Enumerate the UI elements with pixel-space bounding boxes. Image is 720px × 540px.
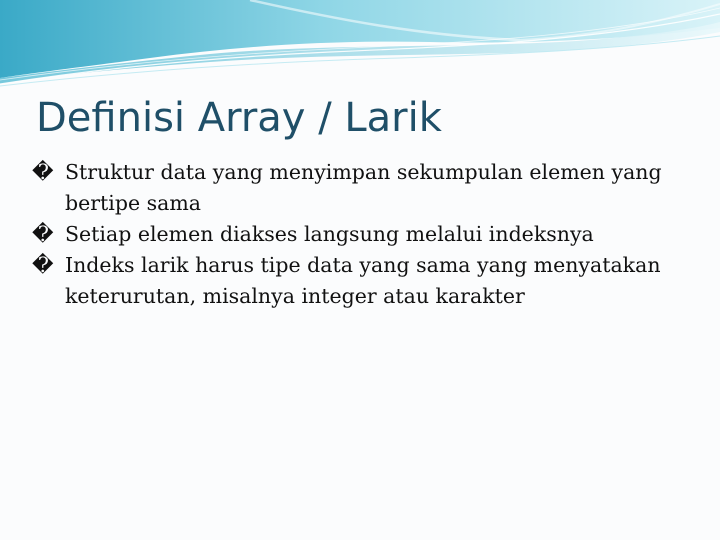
bullet-item [30, 219, 670, 250]
bullet-icon: � [32, 222, 54, 246]
header-wave-decoration [0, 0, 720, 90]
bullet-text: Setiap elemen diakses langsung melalui indeksnya [65, 222, 594, 246]
bullet-text: Indeks larik harus tipe data yang sama yang menyatakan keterurutan, misalnya integer atau karakter [65, 253, 661, 308]
bullet-icon: � [32, 253, 54, 277]
bullet-icon: � [32, 160, 54, 184]
bullet-list [30, 157, 670, 312]
bullet-item [30, 250, 670, 312]
bullet-text: Struktur data yang menyimpan sekumpulan elemen yang bertipe sama [65, 160, 662, 215]
slide-title: Definisi Array / Larik [36, 95, 442, 141]
bullet-item [30, 157, 670, 219]
